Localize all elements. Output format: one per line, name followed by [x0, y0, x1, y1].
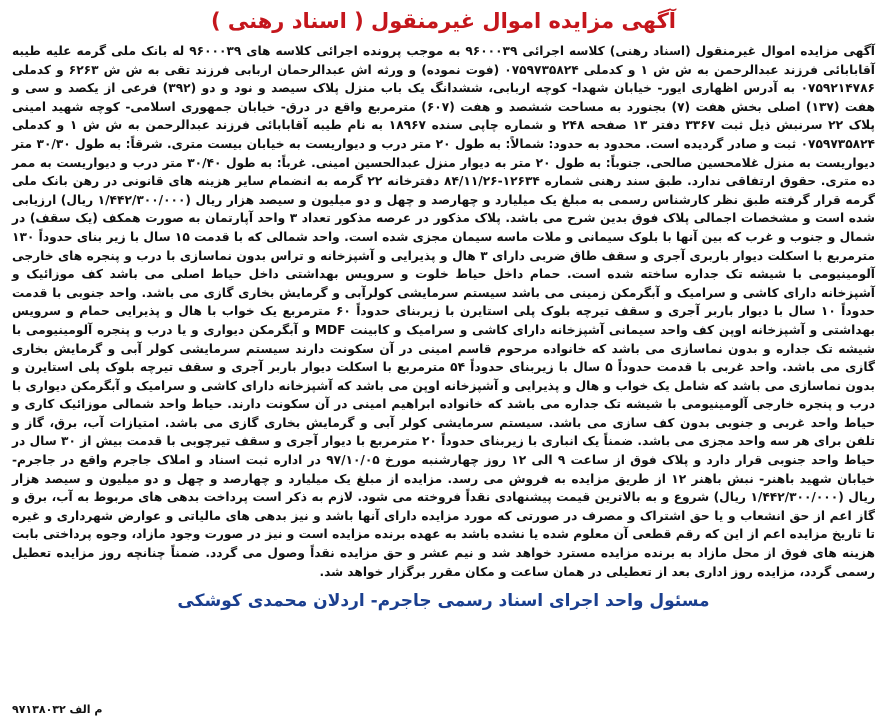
notice-title: آگهی مزایده اموال غیرمنقول ( اسناد رهنی )	[211, 9, 676, 33]
notice-signature: مسئول واحد اجرای اسناد رسمی جاجرم- اردلان محمدی کوشکی	[177, 591, 710, 612]
reference-code: م الف ۹۷۱۳۸۰۳۲	[12, 703, 103, 716]
notice-body	[12, 42, 875, 581]
notice-paragraph: آگهی مزایده اموال غیرمنقول (اسناد رهنی) کلاسه اجرائی ۹۶۰۰۰۳۹ به موجب پرونده اجرائی کلاسه های ۹۶۰۰۰۳۹ له بانک ملی گرمه علیه طیبه آقابابائی فرزند عبدالرحمن به ش ش ۱ و کدملی ۰۷۵۹۷۳۵۸۲۴ (فوت نموده) و ورثه اش عبدالرحمان اربابی فرزند تقی به ش ش ۶۲۶۳ و کدملی ۰۷۵۹۲۱۴۷۸۶ به آدرس اظهاری ایور- خیابان شهدا- کوچه اربابی، ششدانگ یک باب منزل پلاک سیصد و نود و دو (۳۹۲) فرعی از یکصد و سی و هفت (۱۳۷) اصلی بخش هفت (۷) بجنورد به مساحت ششصد و هفت (۶۰۷) مترمربع واقع در درق- خیابان جمهوری اسلامی- کوچه شهید امینی پلاک ۲۲ سرنبش ذیل ثبت ۳۳۶۷ دفتر ۱۳ صفحه ۲۴۸ و شماره چاپی سنده ۱۸۹۶۷ به نام طیبه آقابابائی فرزند عبدالرحمن به ش ش ۱ و کدملی ۰۷۵۹۷۳۵۸۲۴ ثبت و صادر گردیده است. محدود به حدود: شمالاً: به طول ۲۰ متر درب و دیواریست به خیابان بیست متری. شرقاً: به طول ۳۰/۳۰ متر دیواریست به منزل غلامحسین صالحی. جنوباً: به طول ۲۰ متر به دیوار منزل عبدالحسین امینی. غرباً: به طول ۳۰/۴۰ متر درب و دیواریست به ممر ده متری. حقوق ارتفاقی ندارد. طبق سند رهنی شماره ۱۲۶۳۴-۸۴/۱۱/۲۶ دفترخانه ۲۲ گرمه به انضمام سایر هزینه های قانونی در رهن بانک ملی گرمه قرار گرفته طبق نظر کارشناس رسمی به مبلغ یک میلیارد و چهارصد و چهل و دو میلیون و سیصد هزار ریال (۱/۴۴۲/۳۰۰/۰۰۰ ریال) ارزیابی شده است و مشخصات اجمالی پلاک فوق بدین شرح می باشد. پلاک مذکور در عرصه مذکور تعداد ۳ واحد آپارتمان به صورت همکف (یک سقف) در شمال و جنوب و غرب که بین آنها با بلوک سیمانی و ملات ماسه سیمان مجزی شده است. واحد شمالی که با قدمت ۱۵ سال با زیر بنای حدوداً ۱۳۰ مترمربع با اسکلت دیوار باربری آجری و سقف طاق ضربی دارای ۳ هال و پذیرایی و آشپزخانه و تراس بدون نماسازی با درب و پنجره های خارجی آلومینیومی با شیشه تک جداره ساخته شده است. حمام داخل حیاط خلوت و سرویس بهداشتی داخل حیاط اصلی می باشد کف موزائیک و آشپزخانه دارای کاشی و سرامیک و آبگرمکن زمینی می باشد سیستم سرمایشی کولرآبی و گرمایش بخاری گازی می باشد. واحد جنوبی با قدمت حدوداً ۱۰ سال با دیوار باربر آجری و سقف تیرچه بلوک پلی استایرن با زیربنای حدوداً ۶۰ مترمربع یک خواب با هال و پذیرایی حمام و سرویس بهداشتی و آشپزخانه اوپن کف واحد سیمانی آشپزخانه دارای کاشی و سرامیک و کابینت MDF و آبگرمکن دیواری و یا درب و پنجره آلومینیومی با شیشه تک جداره و بدون نماسازی می باشد که خانواده مرحوم قاسم امینی در آن سکونت دارند سیستم سرمایشی کولر آبی و گرمایش بخاری گازی می باشد. واحد غربی با قدمت حدوداً ۵ سال با زیربنای حدوداً ۵۴ مترمربع با اسکلت دیوار باربر آجری و سقف تیرچه بلوک پلی استایرن و بدون نماسازی می باشد که شامل یک خواب و هال و پذیرایی و آشپزخانه اوپن می باشد که آشپزخانه دارای کاشی و سرامیک و آبگرمکن دیواری با درب و پنجره خارجی آلومینیومی با شیشه تک جداره می باشد که خانواده ابراهیم امینی در آن سکونت دارند. حیاط واحد شمالی موزائیک کاری و حیاط واحد غربی و جنوبی بدون کف سازی می باشد. سیستم سرمایشی کولر آبی و گرمایش بخاری گازی می باشد. امتیازات آب، برق، گاز و تلفن برای هر سه واحد مجزی می باشد. ضمناً یک انباری با زیربنای حدوداً ۲۰ مترمربع با دیوار آجری و سقف تیرچوبی با قدمت بیش از ۳۰ سال در حیاط واحد جنوبی قرار دارد و پلاک فوق از ساعت ۹ الی ۱۲ روز چهارشنبه مورخ ۹۷/۱۰/۰۵ در اداره ثبت اسناد و املاک جاجرم واقع در جاجرم- خیابان شهید باهنر- نبش باهنر ۱۲ از طریق مزایده به فروش می رسد. مزایده از مبلغ یک میلیارد و چهارصد و چهل و دو میلیون و سیصد هزار ریال (۱/۴۴۲/۳۰۰/۰۰۰ ریال) شروع و به بالاترین قیمت پیشنهادی نقداً فروخته می شود. لازم به ذکر است پرداخت بدهی های مربوط به آب، برق و گاز اعم از حق انشعاب و یا حق اشتراک و مصرف در صورتی که مورد مزایده دارای آنها باشد و نیز بدهی های مالیاتی و عوارض شهرداری و غیره تا تاریخ مزایده اعم از این که رقم قطعی آن معلوم شده یا نشده باشد به عهده برنده مزایده است و نیز در صورت وجود مازاد، وجوه پرداختی بابت هزینه های فوق از محل مازاد به برنده مزایده مسترد خواهد شد و نیم عشر و حق مزایده نقداً وصول می گردد. ضمناً چنانچه روز مزایده تعطیل رسمی گردد، مزایده روز اداری بعد از تعطیلی در همان ساعت و مکان مقرر برگزار خواهد شد.	[12, 44, 876, 579]
